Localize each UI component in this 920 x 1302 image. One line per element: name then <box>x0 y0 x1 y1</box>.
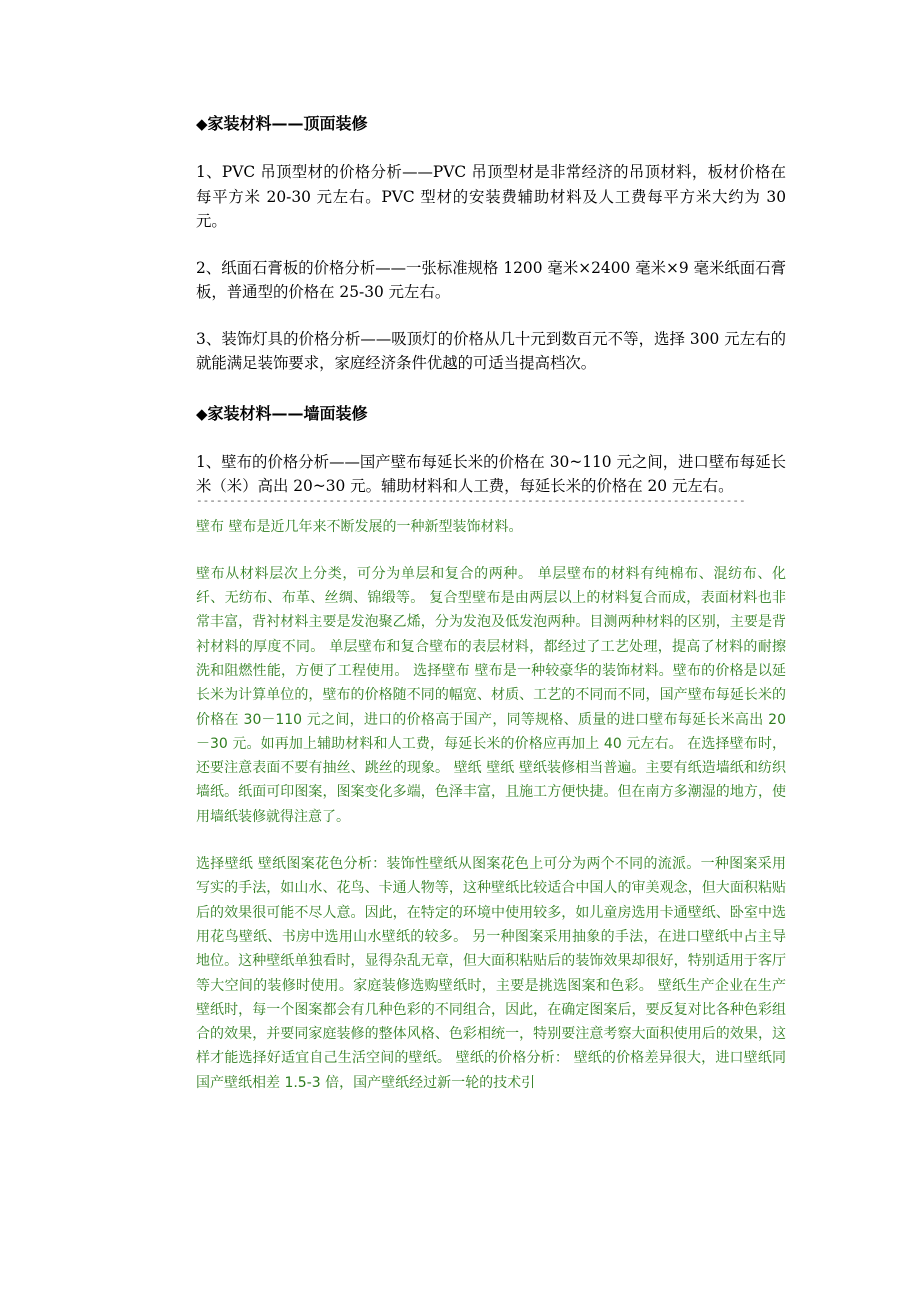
paragraph-wall-cloth-price: 1、壁布的价格分析——国产壁布每延长米的价格在 30~110 元之间，进口壁布每延长米（米）高出 20~30 元。辅助材料和人工费，每延长米的价格在 20 元左右。 <box>196 452 786 495</box>
paragraph-pvc-ceiling: 1、PVC 吊顶型材的价格分析——PVC 吊顶型材是非常经济的吊顶材料，板材价格在每平方米 20-30 元左右。PVC 型材的安装费辅助材料及人工费每平方米大约为 30 元。 <box>196 163 786 230</box>
section-heading-wall <box>196 398 786 430</box>
section-heading-ceiling <box>196 108 786 140</box>
section-heading-text: 家装材料——顶面装修 <box>207 114 368 133</box>
diamond-bullet-icon: ◆ <box>196 404 208 423</box>
paragraph-lighting: 3、装饰灯具的价格分析——吸顶灯的价格从几十元到数百元不等，选择 300 元左右的就能满足装饰要求，家庭经济条件优越的可适当提高档次。 <box>196 329 786 372</box>
paragraph-gypsum-board: 2、纸面石膏板的价格分析——一张标准规格 1200 毫米×2400 毫米×9 毫米纸面石膏板，普通型的价格在 25-30 元左右。 <box>196 258 786 301</box>
green-paragraph-intro: 壁布 壁布是近几年来不断发展的一种新型装饰材料。 <box>196 518 523 535</box>
green-paragraph-wallpaper: 选择壁纸 壁纸图案花色分析：装饰性壁纸从图案花色上可分为两个不同的流派。一种图案采用写实的手法，如山水、花鸟、卡通人物等，这种壁纸比较适合中国人的审美观念，但大面积粘贴后的效果很可能不尽人意。因此，在特定的环境中使用较多，如儿童房选用卡通壁纸、卧室中选用花鸟壁纸、书房中选用山水壁纸的较多。 另一种图案采用抽象的手法，在进口壁纸中占主导地位。这种壁纸单独看时，显得杂乱无章，但大面积粘贴后的装饰效果却很好，特别适用于客厅等大空间的装修时使用。家庭装修选购壁纸时，主要是挑选图案和色彩。 壁纸生产企业在生产壁纸时，每一个图案都会有几种色彩的不同组合，因此，在确定图案后，要反复对比各种色彩组合的效果，并要同家庭装修的整体风格、色彩相统一，特别要注意考察大面积使用后的效果，这样才能选择好适宜自己生活空间的壁纸。 壁纸的价格分析： 壁纸的价格差异很大，进口壁纸同国产壁纸相差 1.5-3 倍，国产壁纸经过新一轮的技术引 <box>196 856 786 1091</box>
green-paragraph-wall-cloth: 壁布从材料层次上分类，可分为单层和复合的两种。 单层壁布的材料有纯棉布、混纺布、化纤、无纺布、布革、丝绸、锦缎等。 复合型壁布是由两层以上的材料复合而成，表面材料也非常丰富，背衬材料主要是发泡聚乙烯，分为发泡及低发泡两种。目测两种材料的区别，主要是背衬材料的厚度不同。 单层壁布和复合壁布的表层材料，都经过了工艺处理，提高了材料的耐擦洗和阻燃性能，方便了工程使用。 选择壁布 壁布是一种较豪华的装饰材料。壁布的价格是以延长米为计算单位的，壁布的价格随不同的幅宽、材质、工艺的不同而不同，国产壁布每延长米的价格在 30－110 元之间，进口的价格高于国产，同等规格、质量的进口壁布每延长米高出 20－30 元。如再加上辅助材料和人工费，每延长米的价格应再加上 40 元左右。 在选择壁布时，还要注意表面不要有抽丝、跳丝的现象。 壁纸 壁纸 壁纸装修相当普遍。主要有纸造墙纸和纺织墙纸。纸面可印图案，图案变化多端，色泽丰富，且施工方便快捷。但在南方多潮湿的地方，使用墙纸装修就得注意了。 <box>196 565 786 825</box>
document-page <box>196 108 786 1118</box>
dashed-divider: ----------------------------------------------------------------------------------- <box>196 494 746 507</box>
section-heading-text: 家装材料——墙面装修 <box>207 403 368 423</box>
diamond-bullet-icon: ◆ <box>196 115 208 133</box>
